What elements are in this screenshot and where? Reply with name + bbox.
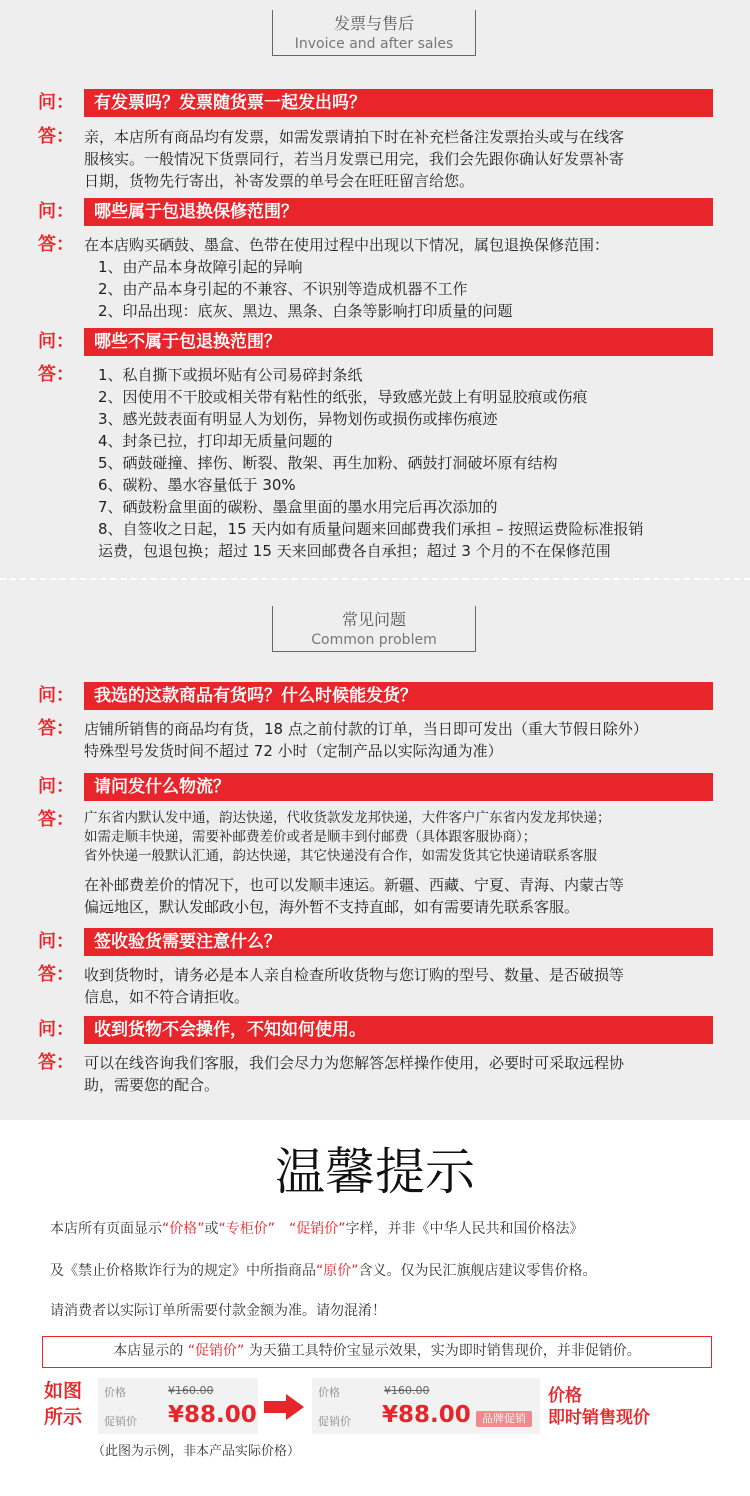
question-text: 哪些不属于包退换范围？ bbox=[84, 328, 713, 356]
answer-line: 1、私自撕下或损坏贴有公司易碎封条纸 bbox=[98, 366, 363, 384]
question bbox=[38, 928, 713, 956]
tips-title: 温馨提示 bbox=[275, 1143, 475, 1201]
question bbox=[38, 198, 713, 226]
tip-highlight: “原价” bbox=[316, 1263, 359, 1279]
answer-label: 答： bbox=[38, 126, 74, 147]
tip-highlight: “促销价” bbox=[289, 1221, 346, 1237]
question-text: 哪些属于包退换保修范围？ bbox=[84, 198, 713, 226]
answer-line: 可以在线咨询我们客服，我们会尽力为您解答怎样操作使用，必要时可采取远程协 bbox=[84, 1054, 625, 1072]
answer-label: 答： bbox=[38, 1052, 74, 1073]
answer-text bbox=[84, 126, 724, 192]
question-label: 问： bbox=[38, 931, 74, 952]
original-price: ¥160.00 bbox=[168, 1384, 214, 1397]
price-example-before bbox=[98, 1378, 258, 1434]
answer-line: 助，需要您的配合。 bbox=[84, 1076, 220, 1094]
answer-line: 偏远地区，默认发邮政小包，海外暂不支持直邮，如有需要请先联系客服。 bbox=[84, 898, 580, 916]
answer-text bbox=[84, 718, 724, 762]
example-caption: （此图为示例，非本产品实际价格） bbox=[92, 1444, 301, 1459]
section-title-cn: 发票与售后 bbox=[333, 14, 414, 33]
answer-line: 3、感光鼓表面有明显人为划伤，异物划伤或损伤或摔伤痕迹 bbox=[98, 410, 498, 428]
question-label: 问： bbox=[38, 201, 74, 222]
answer-line: 如需走顺丰快递，需要补邮费差价或者是顺丰到付邮费（具体跟客服协商）； bbox=[84, 829, 537, 845]
price-label: 价格 bbox=[318, 1386, 340, 1399]
answer-text bbox=[84, 964, 724, 1008]
answer-line: 8、自签收之日起，15 天内如有质量问题来回邮费我们承担 – 按照运费险标准报销 bbox=[98, 520, 644, 538]
tip-text: 或 bbox=[204, 1221, 219, 1237]
notice-highlight: “促销价” bbox=[187, 1343, 245, 1359]
question bbox=[38, 328, 713, 356]
brand-promo-badge: 品牌促销 bbox=[476, 1411, 532, 1427]
answer-label: 答： bbox=[38, 364, 74, 385]
real-price-note-line: 价格 bbox=[548, 1386, 582, 1406]
answer-line: 5、硒鼓碰撞、摔伤、断裂、散架、再生加粉、硒鼓打洞破坏原有结构 bbox=[98, 454, 558, 472]
answer-label: 答： bbox=[38, 718, 74, 739]
original-price: ¥160.00 bbox=[384, 1384, 430, 1397]
answer-line: 亲，本店所有商品均有发票，如需发票请拍下时在补充栏备注发票抬头或与在线客 bbox=[84, 128, 625, 146]
answer-line: 广东省内默认发中通，韵达快递，代收货款发龙邦快递，大件客户广东省内发龙邦快递； bbox=[84, 810, 611, 826]
question-label: 问： bbox=[38, 92, 74, 113]
answer-line: 服核实。一般情况下货票同行，若当月发票已用完，我们会先跟你确认好发票补寄 bbox=[84, 150, 625, 168]
example-label bbox=[44, 1378, 82, 1430]
question-label: 问： bbox=[38, 1019, 74, 1040]
question-text: 收到货物不会操作，不知如何使用。 bbox=[84, 1016, 713, 1044]
question-text: 签收验货需要注意什么？ bbox=[84, 928, 713, 956]
question bbox=[38, 682, 713, 710]
answer-line: 在补邮费差价的情况下，也可以发顺丰速运。新疆、西藏、宁夏、青海、内蒙古等 bbox=[84, 876, 625, 894]
question bbox=[38, 1016, 713, 1044]
question-text: 有发票吗？发票随货票一起发出吗？ bbox=[84, 89, 713, 117]
answer-line: 信息，如不符合请拒收。 bbox=[84, 988, 250, 1006]
real-price-note bbox=[548, 1385, 650, 1429]
answer-line: 店铺所销售的商品均有货，18 点之前付款的订单，当日即可发出（重大节假日除外） bbox=[84, 720, 648, 738]
promo-price: ¥88.00 bbox=[168, 1402, 257, 1428]
answer-line: 1、由产品本身故障引起的异响 bbox=[98, 258, 303, 276]
tip-line-2 bbox=[50, 1261, 597, 1281]
notice-text: 为天猫工具特价宝显示效果，实为即时销售现价，并非促销价。 bbox=[248, 1343, 641, 1359]
arrow-right-icon bbox=[264, 1394, 304, 1420]
answer-text bbox=[84, 809, 724, 918]
promo-label: 促销价 bbox=[104, 1415, 137, 1428]
answer-text bbox=[84, 1052, 724, 1096]
question-label: 问： bbox=[38, 776, 74, 797]
section-title-en: Common problem bbox=[311, 632, 437, 648]
tip-highlight: “价格” bbox=[162, 1221, 205, 1237]
answer-label: 答： bbox=[38, 809, 74, 830]
question-label: 问： bbox=[38, 685, 74, 706]
answer-line: 2、由产品本身引起的不兼容、不识别等造成机器不工作 bbox=[98, 280, 468, 298]
common-problem-title bbox=[272, 606, 476, 652]
answer-line: 特殊型号发货时间不超过 72 小时（定制产品以实际沟通为准） bbox=[84, 742, 503, 760]
answer-label: 答： bbox=[38, 964, 74, 985]
invoice-section bbox=[0, 0, 750, 580]
real-price-note-line: 即时销售现价 bbox=[548, 1408, 650, 1428]
tip-text: 字样，并非《中华人民共和国价格法》 bbox=[345, 1221, 584, 1237]
price-label: 价格 bbox=[104, 1386, 126, 1399]
question bbox=[38, 773, 713, 801]
tip-line-3: 请消费者以实际订单所需要付款金额为准。请勿混淆！ bbox=[50, 1303, 386, 1319]
promo-price: ¥88.00 bbox=[382, 1402, 471, 1428]
question-label: 问： bbox=[38, 331, 74, 352]
tip-text: 含义。仅为民汇旗舰店建议零售价格。 bbox=[358, 1263, 597, 1279]
answer-text bbox=[84, 364, 724, 562]
tip-text: 及《禁止价格欺诈行为的规定》中所指商品 bbox=[50, 1263, 316, 1279]
question-text: 请问发什么物流？ bbox=[84, 773, 713, 801]
answer-line: 运费，包退包换；超过 15 天来回邮费各自承担；超过 3 个月的不在保修范围 bbox=[98, 542, 611, 560]
answer-text bbox=[84, 234, 724, 322]
answer-line: 6、碳粉、墨水容量低于 30% bbox=[98, 476, 296, 494]
promo-notice bbox=[42, 1336, 712, 1368]
example-label-line: 如图 bbox=[44, 1380, 83, 1402]
answer-line: 省外快递一般默认汇通，韵达快递，其它快递没有合作，如需发货其它快递请联系客服 bbox=[84, 848, 597, 864]
section-title-cn: 常见问题 bbox=[341, 610, 406, 629]
question bbox=[38, 89, 713, 117]
tip-highlight: “专柜价” bbox=[218, 1221, 276, 1237]
tip-line-1 bbox=[50, 1219, 584, 1239]
answer-line: 在本店购买硒鼓、墨盒、色带在使用过程中出现以下情况，属包退换保修范围： bbox=[84, 236, 610, 254]
common-problem-section bbox=[0, 580, 750, 1120]
tip-text: 本店所有页面显示 bbox=[50, 1221, 162, 1237]
answer-line: 日期，货物先行寄出，补寄发票的单号会在旺旺留言给您。 bbox=[84, 172, 475, 190]
example-label-line: 所示 bbox=[44, 1406, 83, 1428]
question-text: 我选的这款商品有货吗？什么时候能发货？ bbox=[84, 682, 713, 710]
answer-line: 收到货物时，请务必是本人亲自检查所收货物与您订购的型号、数量、是否破损等 bbox=[84, 966, 625, 984]
answer-line: 7、硒鼓粉盒里面的碳粉、墨盒里面的墨水用完后再次添加的 bbox=[98, 498, 498, 516]
notice-text: 本店显示的 bbox=[113, 1343, 184, 1359]
answer-line: 2、印品出现：底灰、黑边、黑条、白条等影响打印质量的问题 bbox=[98, 302, 513, 320]
promo-label: 促销价 bbox=[318, 1415, 351, 1428]
invoice-section-title bbox=[272, 10, 476, 56]
section-title-en: Invoice and after sales bbox=[294, 36, 454, 52]
answer-line: 2、因使用不干胶或相关带有粘性的纸张，导致感光鼓上有明显胶痕或伤痕 bbox=[98, 388, 588, 406]
answer-label: 答： bbox=[38, 234, 74, 255]
answer-line: 4、封条已拉，打印却无质量问题的 bbox=[98, 432, 333, 450]
